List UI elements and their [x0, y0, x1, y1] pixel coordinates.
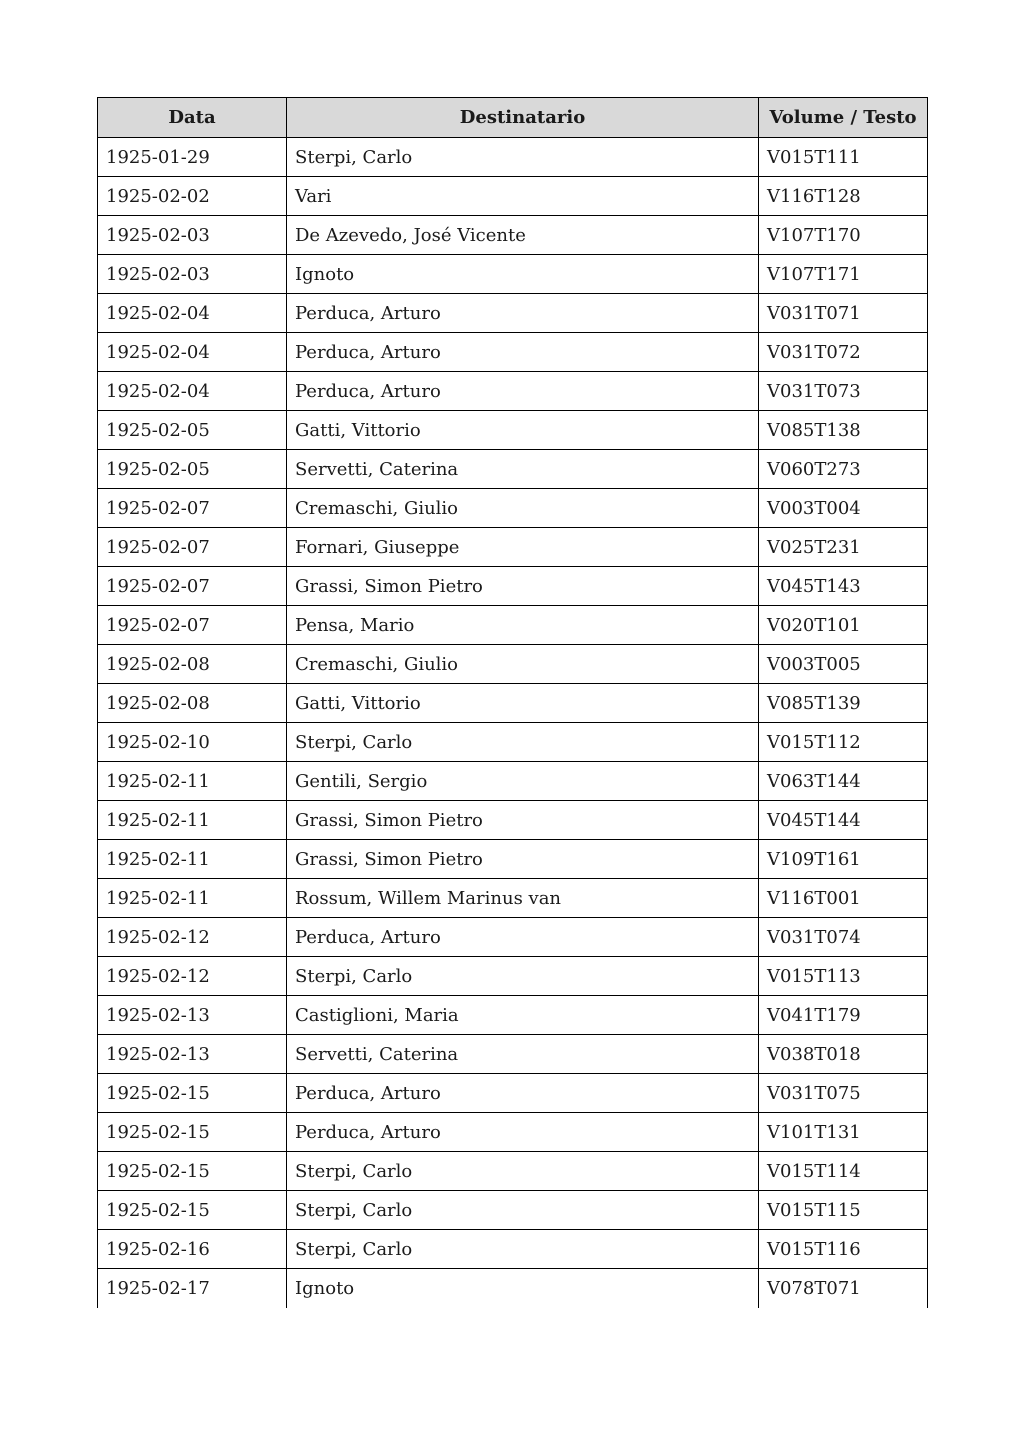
table-row — [98, 801, 928, 840]
cell-date: 1925-02-03 — [98, 216, 287, 255]
cell-recipient: Sterpi, Carlo — [287, 723, 759, 762]
cell-date: 1925-02-07 — [98, 567, 287, 606]
cell-date: 1925-02-17 — [98, 1269, 287, 1308]
cell-date: 1925-02-02 — [98, 177, 287, 216]
cell-date: 1925-02-11 — [98, 762, 287, 801]
cell-date: 1925-02-08 — [98, 645, 287, 684]
table-row — [98, 606, 928, 645]
cell-date: 1925-02-08 — [98, 684, 287, 723]
cell-recipient: Fornari, Giuseppe — [287, 528, 759, 567]
table-row — [98, 1074, 928, 1113]
cell-recipient: Rossum, Willem Marinus van — [287, 879, 759, 918]
cell-date: 1925-02-12 — [98, 957, 287, 996]
cell-recipient: Grassi, Simon Pietro — [287, 840, 759, 879]
cell-recipient: Grassi, Simon Pietro — [287, 567, 759, 606]
cell-date: 1925-02-13 — [98, 1035, 287, 1074]
table-row — [98, 138, 928, 177]
table-row — [98, 255, 928, 294]
cell-recipient: Perduca, Arturo — [287, 1074, 759, 1113]
letters-table — [97, 97, 928, 1308]
table-row — [98, 957, 928, 996]
cell-recipient: Perduca, Arturo — [287, 372, 759, 411]
cell-recipient: Perduca, Arturo — [287, 294, 759, 333]
cell-recipient: Perduca, Arturo — [287, 1113, 759, 1152]
cell-volume: V116T128 — [759, 177, 928, 216]
cell-date: 1925-01-29 — [98, 138, 287, 177]
cell-volume: V031T071 — [759, 294, 928, 333]
column-header-date: Data — [98, 98, 287, 138]
table-row — [98, 1035, 928, 1074]
table-row — [98, 684, 928, 723]
cell-recipient: Servetti, Caterina — [287, 450, 759, 489]
cell-date: 1925-02-07 — [98, 528, 287, 567]
cell-date: 1925-02-05 — [98, 411, 287, 450]
cell-date: 1925-02-04 — [98, 294, 287, 333]
cell-recipient: Servetti, Caterina — [287, 1035, 759, 1074]
cell-date: 1925-02-15 — [98, 1113, 287, 1152]
cell-volume: V015T112 — [759, 723, 928, 762]
table-row — [98, 723, 928, 762]
cell-date: 1925-02-10 — [98, 723, 287, 762]
table-row — [98, 372, 928, 411]
column-header-recipient: Destinatario — [287, 98, 759, 138]
cell-volume: V116T001 — [759, 879, 928, 918]
cell-date: 1925-02-05 — [98, 450, 287, 489]
cell-recipient: Sterpi, Carlo — [287, 138, 759, 177]
cell-volume: V003T005 — [759, 645, 928, 684]
cell-volume: V031T075 — [759, 1074, 928, 1113]
table-row — [98, 1113, 928, 1152]
cell-recipient: Sterpi, Carlo — [287, 1230, 759, 1269]
cell-volume: V015T115 — [759, 1191, 928, 1230]
cell-recipient: Sterpi, Carlo — [287, 957, 759, 996]
cell-recipient: Vari — [287, 177, 759, 216]
cell-volume: V060T273 — [759, 450, 928, 489]
cell-volume: V025T231 — [759, 528, 928, 567]
cell-recipient: Gatti, Vittorio — [287, 411, 759, 450]
cell-date: 1925-02-15 — [98, 1152, 287, 1191]
cell-volume: V101T131 — [759, 1113, 928, 1152]
cell-recipient: Cremaschi, Giulio — [287, 645, 759, 684]
cell-volume: V015T113 — [759, 957, 928, 996]
table-row — [98, 918, 928, 957]
cell-recipient: Sterpi, Carlo — [287, 1152, 759, 1191]
column-header-volume: Volume / Testo — [759, 98, 928, 138]
cell-volume: V015T111 — [759, 138, 928, 177]
cell-recipient: Sterpi, Carlo — [287, 1191, 759, 1230]
cell-date: 1925-02-11 — [98, 879, 287, 918]
cell-recipient: Cremaschi, Giulio — [287, 489, 759, 528]
cell-date: 1925-02-11 — [98, 840, 287, 879]
cell-date: 1925-02-07 — [98, 606, 287, 645]
cell-date: 1925-02-15 — [98, 1191, 287, 1230]
table-row — [98, 528, 928, 567]
cell-date: 1925-02-15 — [98, 1074, 287, 1113]
cell-volume: V038T018 — [759, 1035, 928, 1074]
table-header — [98, 98, 928, 138]
cell-volume: V003T004 — [759, 489, 928, 528]
table-row — [98, 177, 928, 216]
table-row — [98, 411, 928, 450]
cell-recipient: Gentili, Sergio — [287, 762, 759, 801]
cell-volume: V045T143 — [759, 567, 928, 606]
table-row — [98, 567, 928, 606]
cell-recipient: Pensa, Mario — [287, 606, 759, 645]
table-body — [98, 138, 928, 1308]
cell-volume: V063T144 — [759, 762, 928, 801]
cell-volume: V078T071 — [759, 1269, 928, 1308]
cell-date: 1925-02-07 — [98, 489, 287, 528]
cell-recipient: Gatti, Vittorio — [287, 684, 759, 723]
header-row — [98, 98, 928, 138]
cell-recipient: De Azevedo, José Vicente — [287, 216, 759, 255]
cell-date: 1925-02-04 — [98, 333, 287, 372]
table-row — [98, 840, 928, 879]
cell-volume: V085T138 — [759, 411, 928, 450]
table-row — [98, 333, 928, 372]
cell-volume: V031T073 — [759, 372, 928, 411]
table-row — [98, 996, 928, 1035]
cell-date: 1925-02-12 — [98, 918, 287, 957]
document-page — [97, 97, 927, 1308]
cell-volume: V109T161 — [759, 840, 928, 879]
cell-date: 1925-02-16 — [98, 1230, 287, 1269]
table-row — [98, 879, 928, 918]
cell-volume: V031T072 — [759, 333, 928, 372]
table-row — [98, 489, 928, 528]
cell-volume: V031T074 — [759, 918, 928, 957]
table-row — [98, 1269, 928, 1308]
table-row — [98, 1191, 928, 1230]
cell-volume: V020T101 — [759, 606, 928, 645]
cell-volume: V015T114 — [759, 1152, 928, 1191]
cell-recipient: Perduca, Arturo — [287, 918, 759, 957]
table-row — [98, 645, 928, 684]
cell-date: 1925-02-04 — [98, 372, 287, 411]
table-row — [98, 216, 928, 255]
table-row — [98, 1152, 928, 1191]
cell-volume: V107T170 — [759, 216, 928, 255]
cell-date: 1925-02-13 — [98, 996, 287, 1035]
table-row — [98, 450, 928, 489]
cell-volume: V041T179 — [759, 996, 928, 1035]
cell-recipient: Ignoto — [287, 1269, 759, 1308]
table-row — [98, 762, 928, 801]
cell-volume: V045T144 — [759, 801, 928, 840]
cell-recipient: Ignoto — [287, 255, 759, 294]
cell-volume: V015T116 — [759, 1230, 928, 1269]
cell-volume: V085T139 — [759, 684, 928, 723]
table-row — [98, 1230, 928, 1269]
cell-recipient: Castiglioni, Maria — [287, 996, 759, 1035]
cell-recipient: Perduca, Arturo — [287, 333, 759, 372]
cell-date: 1925-02-11 — [98, 801, 287, 840]
table-row — [98, 294, 928, 333]
cell-date: 1925-02-03 — [98, 255, 287, 294]
cell-volume: V107T171 — [759, 255, 928, 294]
cell-recipient: Grassi, Simon Pietro — [287, 801, 759, 840]
